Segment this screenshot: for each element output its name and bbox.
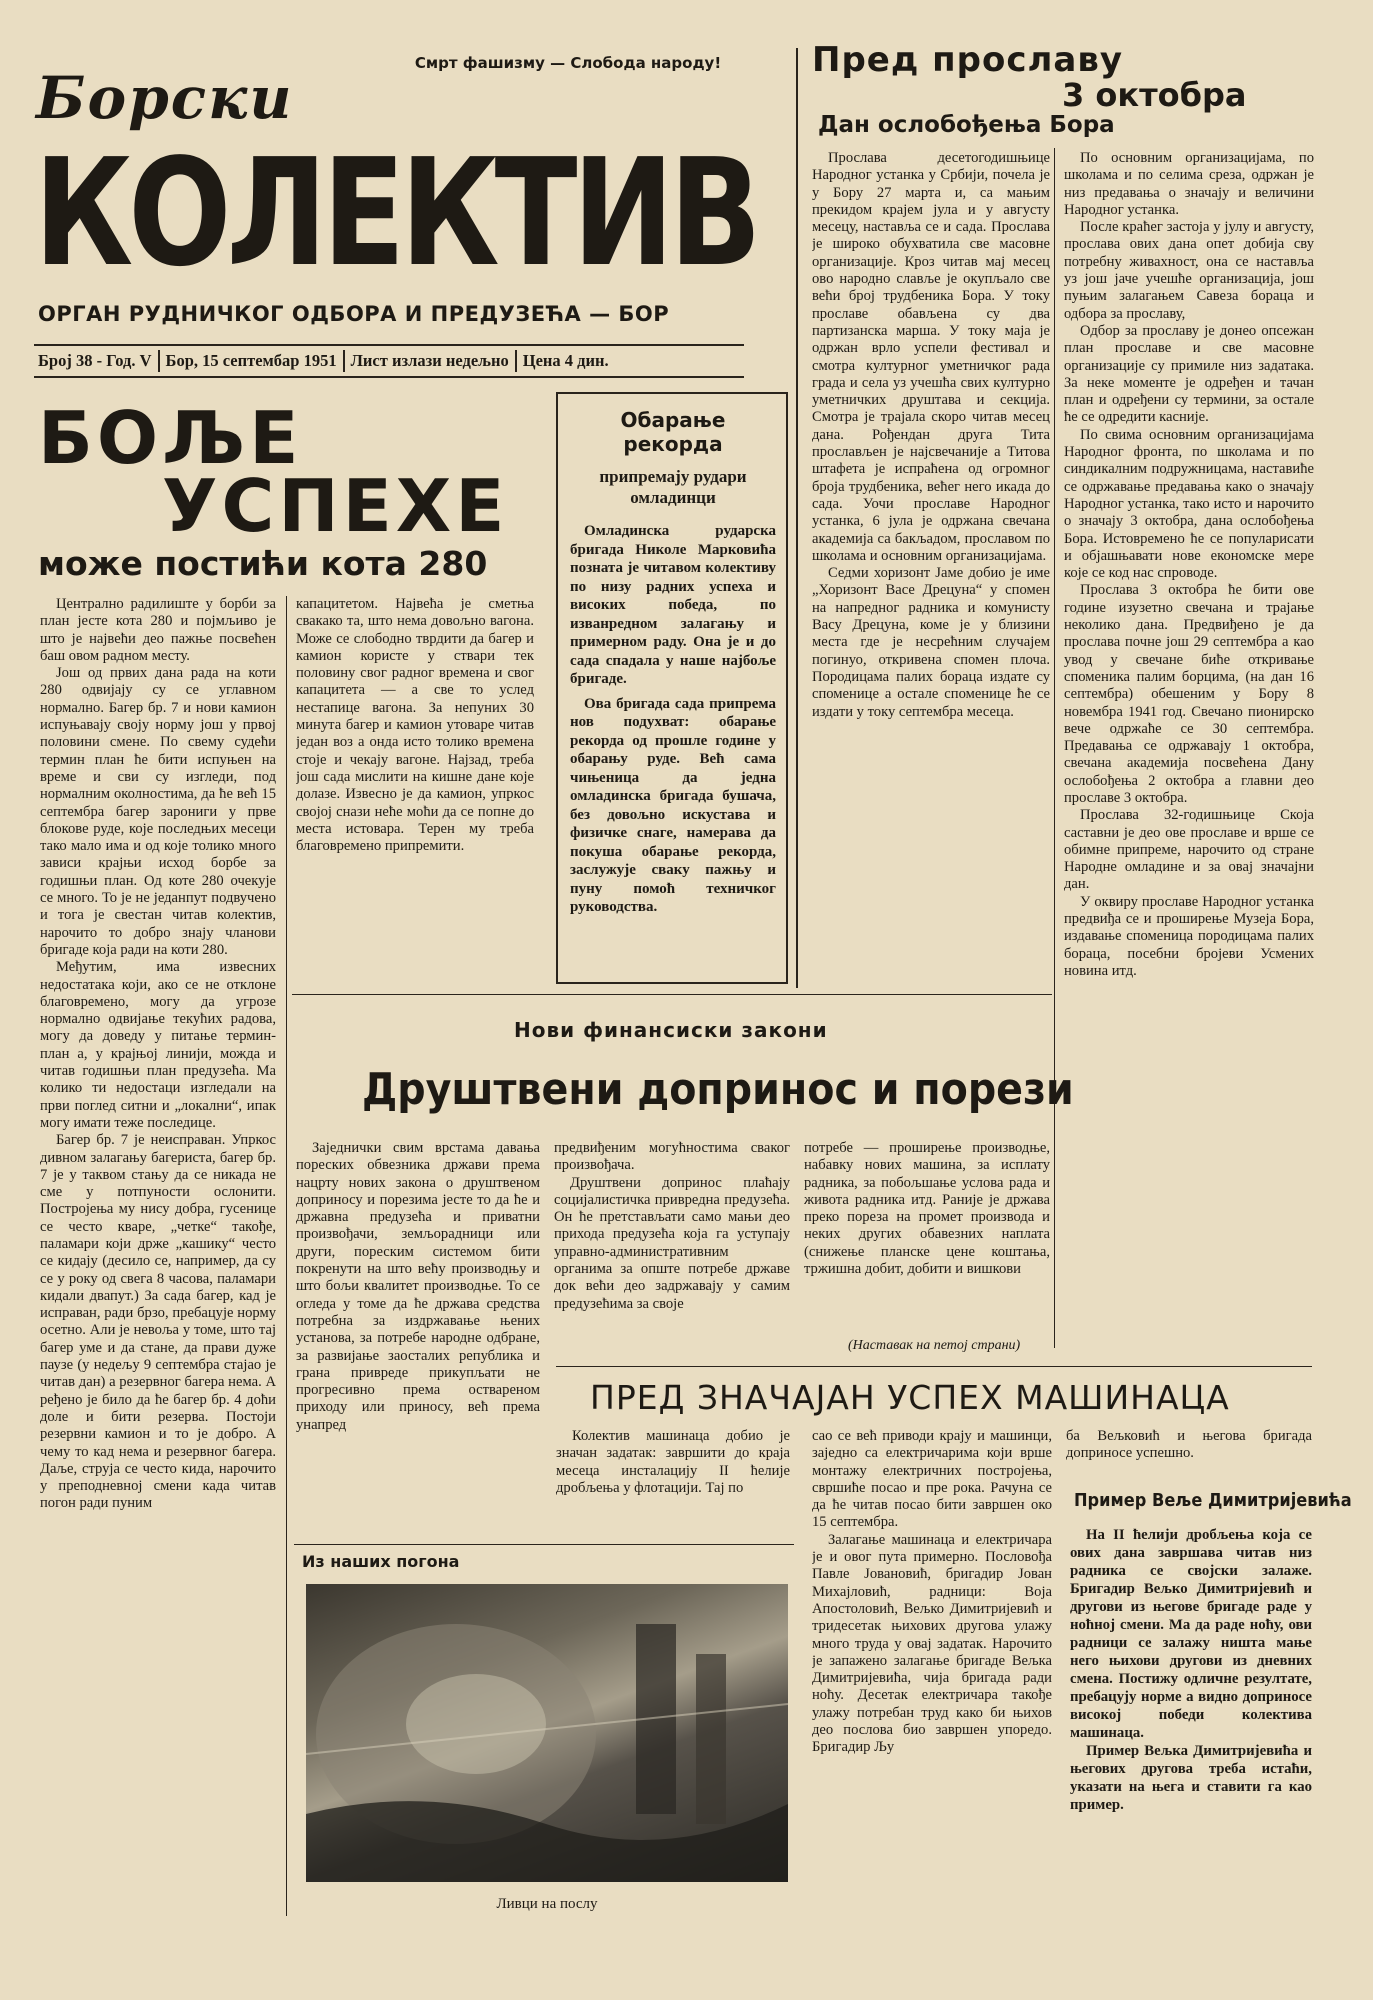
proslava-title-3: Дан ослобођења Бора bbox=[818, 112, 1115, 138]
paragraph: После краћег застоја у јулу и августу, прослава ових дана опет добија сву потребну живахност, она се наставља уз још јаче учешће организација, још пуњим залагањем Савеза бораца и одбора за прославу, bbox=[1064, 219, 1314, 322]
section-rule bbox=[294, 1544, 794, 1545]
masthead-rule-top bbox=[34, 344, 744, 346]
masthead-subtitle: ОРГАН РУДНИЧКОГ ОДБОРА И ПРЕДУЗЕЋА — БОР bbox=[38, 302, 670, 326]
photo-image bbox=[306, 1584, 788, 1882]
paragraph: ба Вељковић и његова бригада доприносе успешно. bbox=[1066, 1428, 1312, 1462]
bolje-col-2 bbox=[296, 596, 534, 988]
finance-title: Друштвени допринос и порези bbox=[362, 1064, 1074, 1115]
obaranje-title: Обарање рекорда bbox=[620, 408, 726, 456]
paragraph: У оквиру прославе Народног устанка предвиђа се и проширење Музеја Бора, издавање споменица породицама палих бораца, посебни бројеви Усмених новина итд. bbox=[1064, 893, 1314, 979]
paragraph: Багер бр. 7 је неисправан. Упркос дивном залагању багериста, багер бр. 7 је у таквом стању да се никада не сме у потпуности ослонити. Постројења му нису добра, гусенице се често кваре, „четке“ такође, паламари који држе „кашику“ често се кидају (десило се, например, да су се у року од свега 8 часова, паламари кидали двапут.) За сада багер, кад је исправан, ради брзо, пребацује норму осетно. Али је невоља у томе, што тај багер уме и да стане, да прави дуже паузе (у недељу 9 септембра стајао је читав дан) а резервног багера нема. А ређено је било да ће багер бр. 4 доћи доле и бити резерва. Постоји резервни камион и то је добро. А чему то кад нема и резервног багера. Даље, струја се често кида, нарочито у преподневној смени када читав погон ради пуним bbox=[40, 1132, 276, 1512]
masinci-subtitle: Пример Веље Димитријевића bbox=[1074, 1490, 1352, 1511]
paragraph: Омладинска рударска бригада Николе Марковића позната је читавом колективу по низу радних успеха и високих победа, по изванредном залагању и примерном раду. Она је и до сада спадала у наше најбоље бригаде. bbox=[570, 523, 776, 687]
paragraph: Седми хоризонт Јаме добио је име „Хоризонт Васе Дрецуна“ у спомен на напредног радника и комунисту Васу Дрецуна, коме је у близини места где је несрећним случајем погинуо, откривена спомен плоча. Породицама палих бораца издате су споменице а остале споменице ће се издати у току септембра месеца. bbox=[812, 565, 1050, 720]
paragraph: капацитетом. Највећа је сметња свакако та, што нема довољно вагона. Може се слободно тврдити да багер и камион користе у ствари тек половину свог радног времена и свог капацитета — а све то услед нестапице вагона. За непуних 30 минута багер и камион утоваре читав један воз а онда исто толико времена стоје и чекају вагоне. Најзад, треба још сада мислити на кишне дане које долазе. Извесно је да камион, упркос својој снази неће моћи да се попне до места истовара. Терен му треба благовремено припремити. bbox=[296, 596, 534, 855]
masthead-info-bar bbox=[34, 348, 744, 374]
bolje-headline-1: БОЉЕ bbox=[38, 396, 303, 480]
column-rule bbox=[796, 48, 798, 988]
finance-col-3 bbox=[804, 1140, 1050, 1336]
section-rule bbox=[556, 1366, 1312, 1367]
finance-continued: (Наставак на петој страни) bbox=[848, 1338, 1021, 1353]
section-rule bbox=[292, 994, 1052, 995]
issue-number: Број 38 - Год. V bbox=[38, 351, 152, 370]
column-rule bbox=[1054, 148, 1055, 1348]
paragraph: Залагање машинаца и електричара је и овог пута примерно. Пословођа Павле Јовановић, бригадир Јован Михајловић, радници: Воја Апостоловић, Вељко Димитријевић и тридесетак њихових другова улажу много труда у овај задатак. Нарочито је запажено залагање бригаде Вељка Димитријевића, чија бригада ради ноћу. Десетак електричара такође улажу потребан труд како би њихов део послова био завршен упоредо. Бригадир Љу bbox=[812, 1531, 1052, 1756]
masinci-title: ПРЕД ЗНАЧАЈАН УСПЕХ МАШИНАЦА bbox=[590, 1378, 1230, 1417]
paragraph: Прослава 3 октобра ће бити ове године изузетно свечана и трајање неколико дана. Предвиђено је да прослава почне још 29 септембра а као увод у свечане биће откривање споменика палим борцима, (на дан 16 септембра) обешеним у Бору 8 новембра 1941 год. Свечано пионирско вече одржаће се 30 септембра. Предавања се одржавају 1 октобра, свечана академија посвећена Дану ослобођења 2 октобра а главни део прославе 3 октобра. bbox=[1064, 582, 1314, 806]
obaranje-subtitle: припремају рудари омладинци bbox=[599, 467, 747, 507]
paragraph: Пример Вељка Димитријевића и његових другова треба истаћи, указати на њега и ставити га као пример. bbox=[1070, 1743, 1312, 1813]
masinci-col-1 bbox=[556, 1428, 790, 1568]
paragraph: Ова бригада сада припрема нов подухват: обарање рекорда од прошле године у обарању руде. Већ сама чињеница да једна омладинска бригада бушача, без довољно искустава и физичке снаге, намерава да покуша обарање рекорда, заслужује сваку пажњу и пуну помоћ техничког руководства. bbox=[570, 695, 776, 915]
paragraph: По основним организацијама, по школама и по селима среза, одржан је низ предавања о значају и величини Народног устанка. bbox=[1064, 150, 1314, 218]
paragraph: По свима основним организацијама Народног фронта, по школама и по синдикалним подружницама, наставиће се одржавање предавања како о значају Народног устанка, тако исто и нарочито о значају 3 октобра, дана ослобођења Бора. Истовремено ће се популарисати и објашњавати нове економске мере које се код нас спроводе. bbox=[1064, 426, 1314, 582]
paragraph: Прослава десетогодишњице Народног устанка у Србији, почела је у Бору 27 марта и, са мањим прекидом крајем јула и у августу месецу, наставља се и сада. Прослава је широко обухватила све масовне организације. Кроз читав мај месец ово народно славље је окупљало све већи број трудбеника Бора. У току прославе обављена су два партизанска марша. У току маја је одржан врло успели фестивал и смотра културног уметничког рада града и села уз учешћа свих културно уметничких друштава и секција. Смотра је трајала скоро читав месец дана. Рођендан друга Тита прослављен је најсвечаније а Титова штафета је испраћена од огромног броја трудбеника, већег него икада до сада. Уочи прославе Народног устанка, 6 јула је одржана свечана академија са бакљадом, прославом по школама и основним организацијама. bbox=[812, 150, 1050, 564]
finance-kicker: Нови финансиски закони bbox=[514, 1018, 828, 1042]
finance-col-2 bbox=[554, 1140, 790, 1364]
paragraph: Друштвени допринос плаћају социјалистичка привредна предузећа. Он ће претстављати само мањи део прихода предузећа која га уступају управно-административним органима за опште потребе државе док већи део задржавају у самим предузећима за своје bbox=[554, 1174, 790, 1312]
masthead-title-main: КОЛЕКТИВ bbox=[34, 127, 757, 299]
proslava-col-1 bbox=[812, 150, 1050, 986]
paragraph: сао се већ приводи крају и машинци, заједно са електричарима који врше монтажу електричних постројења, свршиће посао и пре рока. Рачуна се да ће читав посао бити завршен око 15 септембра. bbox=[812, 1428, 1052, 1531]
masthead-rule-bottom bbox=[34, 376, 744, 378]
paragraph: Одбор за прославу је донео опсежан план прославе и све масовне организације су примиле низ задатака. За неке моменте је одређен и тачан план и одређени су термини, за остале ће се одредити касније. bbox=[1064, 322, 1314, 426]
paragraph: Међутим, има извесних недостатака који, ако се не отклоне благовремено, могу да угрозе нормално одвијање текућих радова, могу да доведу у питање термин-план а, у крајњој линији, можда и читав годишњи план предузећа. Ма колико ти недостаци изгледали на први поглед ситни и „локални“, ипак могу имати теже последице. bbox=[40, 959, 276, 1131]
masinci-sub-col bbox=[1070, 1526, 1312, 1916]
bolje-headline-3: може постићи кота 280 bbox=[38, 544, 488, 583]
proslava-title-2: 3 октобра bbox=[1062, 76, 1247, 114]
proslava-title-1: Пред прославу bbox=[812, 40, 1124, 80]
paragraph: потребе — проширење производње, набавку нових машина, за исплату радника, за побољшање услова рада и живота радника итд. Раније је држава преко пореза на промет производа и неких других обавезних наплата (снижење планске цене коштања, тржишна добит, добити и вишкови bbox=[804, 1140, 1050, 1278]
photo-caption: Ливци на послу bbox=[496, 1896, 598, 1912]
paragraph: Колектив машинаца добио је значан задатак: завршити до краја месеца инсталацију II ћелије дробљења у флотацији. Тај по bbox=[556, 1428, 790, 1496]
proslava-col-2 bbox=[1064, 150, 1314, 1350]
masthead-title-script: Борски bbox=[36, 64, 294, 132]
paragraph: Централно радилиште у борби за план јесте кота 280 и појмљиво је што је највећи део пажње посвећен баш овом радном месту. bbox=[40, 596, 276, 664]
column-rule bbox=[286, 596, 287, 1916]
masthead-slogan: Смрт фашизму — Слобода народу! bbox=[414, 54, 722, 72]
issue-price: Цена 4 дин. bbox=[522, 351, 609, 370]
masinci-col-2 bbox=[812, 1428, 1052, 1918]
paragraph: Заједнички свим врстама давања пореских обвезника држави према нацрту нових закона о друштвеном доприносу и порезима јесте то да ће и државна предузећа и приватни произвођачи, земљорадници или други, пореским системом бити покренути на што већу производњу и што бољи квалитет производње. То се огледа у томе да ће држава средства потребна за издржавање њених установа, за потребе народне одбране, за развијање заосталих република и грана привреде прикупљати не прогресивно према оствареном приходу или приносу, већ према унапред bbox=[296, 1140, 540, 1433]
masinci-col-3 bbox=[1066, 1428, 1312, 1468]
photo-kicker: Из наших погона bbox=[302, 1552, 460, 1571]
paragraph: На II ћелији дробљења која се ових дана завршава читав низ радника се својски залаже. Бригадир Вељко Димитријевић и другови из његове бригаде раде у ноћној смени. Ма да раде ноћу, ови радници се залажу ништа мање него њихови другови из дневних смена. Постижу одличне резултате, пребацују норме а видно доприносе високој победи колектива машинаца. bbox=[1070, 1527, 1312, 1741]
bolje-headline-2: УСПЕХЕ bbox=[162, 464, 509, 548]
photo-foundry-workers bbox=[306, 1584, 788, 1882]
paragraph: Прослава 32-годишњице Скоја саставни је део ове прославе и врше се обимне припреме, нарочито од стране Народне омладине и за овај значајни дан. bbox=[1064, 807, 1314, 893]
finance-col-1 bbox=[296, 1140, 540, 1540]
paragraph: предвиђеним могућностима сваког произвођача. bbox=[554, 1140, 790, 1174]
bolje-col-1 bbox=[40, 596, 276, 1914]
paragraph: Још од првих дана рада на коти 280 одвијају су се углавном нормално. Багер бр. 7 и нови камион испуњавају своју норму још у првој половини смене. По свему судећи термин план ће бити испуњен на време и сви су изгледи, под нормалним околностима, да ће већ 15 септембра багер зарониги у прве блокове руде, које последњих месеци тако мало има и од које толико много зависи крајњи исход борбе за годишњи план. Од коте 280 очекује се много. То је не једанпут подвучено и тога је свестан читав колектив, нарочито то добро знају чланови бригаде која ради на коти 280. bbox=[40, 665, 276, 958]
obaranje-box bbox=[556, 392, 788, 984]
issue-date: Бор, 15 септембар 1951 bbox=[165, 351, 337, 370]
issue-frequency: Лист излази недељно bbox=[350, 351, 509, 370]
